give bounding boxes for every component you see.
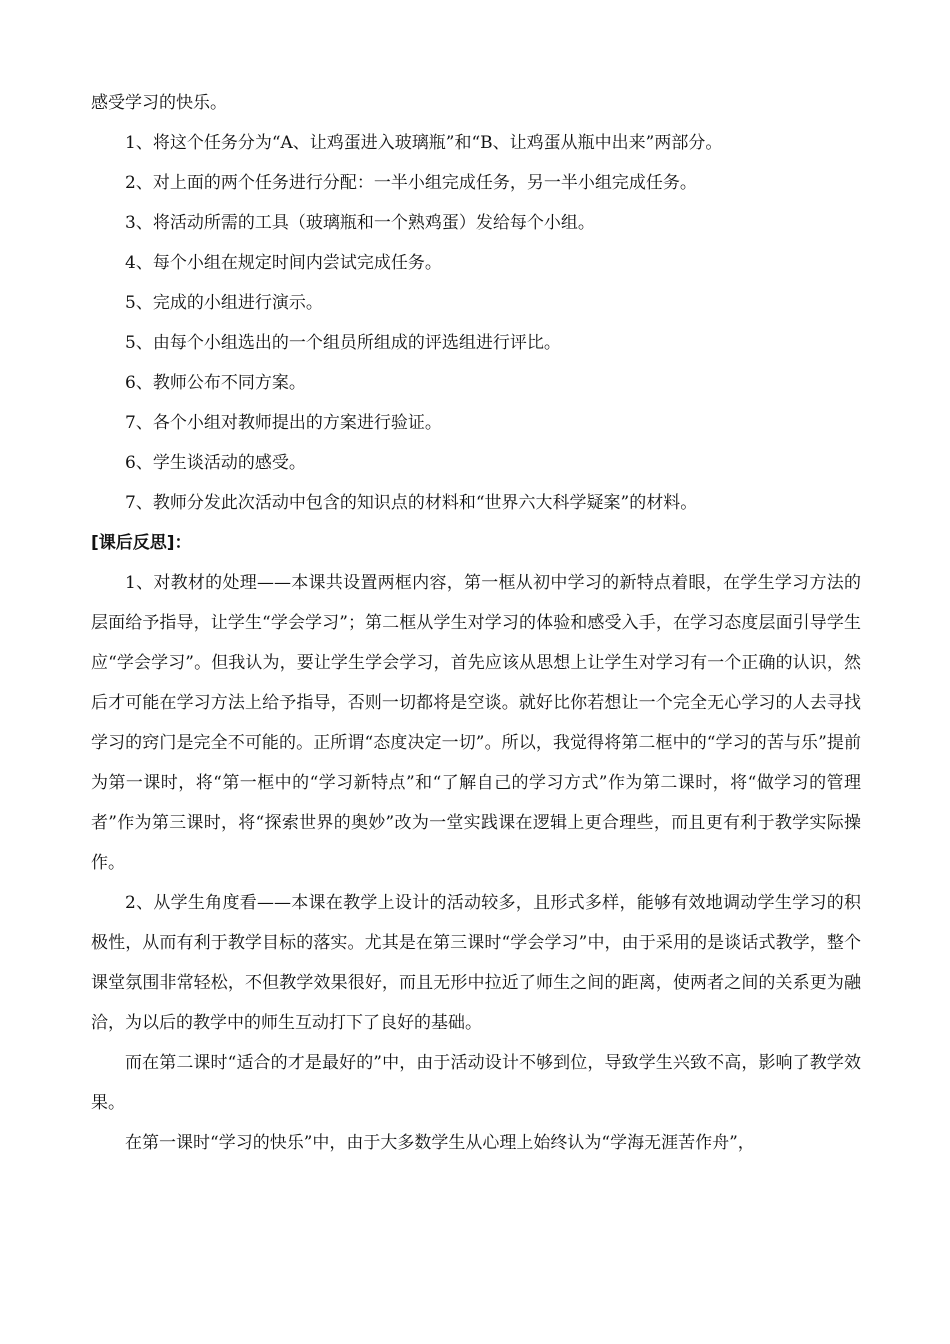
list-item: 1、将这个任务分为“A、让鸡蛋进入玻璃瓶”和“B、让鸡蛋从瓶中出来”两部分。 <box>125 133 723 153</box>
reflection-body <box>91 563 861 1163</box>
list-item: 6、学生谈活动的感受。 <box>125 453 306 473</box>
reflection-paragraph: 1、对教材的处理——本课共设置两框内容，第一框从初中学习的新特点着眼，在学生学习方法的层面给予指导，让学生“学会学习”；第二框从学生对学习的体验和感受入手，在学习态度层面引导学生应“学会学习”。但我认为，要让学生学会学习，首先应该从思想上让学生对学习有一个正确的认识，然后才可能在学习方法上给予指导，否则一切都将是空谈。就好比你若想让一个完全无心学习的人去寻找学习的窍门是完全不可能的。正所谓“态度决定一切”。所以，我觉得将第二框中的“学习的苦与乐”提前为第一课时，将“第一框中的“学习新特点”和“了解自己的学习方式”作为第二课时，将“做学习的管理者”作为第三课时，将“探索世界的奥妙”改为一堂实践课在逻辑上更合理些，而且更有利于教学实际操作。 <box>91 573 861 873</box>
list-item: 4、每个小组在规定时间内尝试完成任务。 <box>125 253 442 273</box>
list-item: 7、教师分发此次活动中包含的知识点的材料和“世界六大科学疑案”的材料。 <box>125 493 698 513</box>
list-item: 3、将活动所需的工具（玻璃瓶和一个熟鸡蛋）发给每个小组。 <box>125 213 595 233</box>
reflection-paragraph: 2、从学生角度看——本课在教学上设计的活动较多，且形式多样，能够有效地调动学生学习的积极性，从而有利于教学目标的落实。尤其是在第三课时“学会学习”中，由于采用的是谈话式教学，整个课堂氛围非常轻松，不但教学效果很好，而且无形中拉近了师生之间的距离，使两者之间的关系更为融洽，为以后的教学中的师生互动打下了良好的基础。 <box>91 893 861 1033</box>
reflection-heading: [课后反思]： <box>91 533 192 553</box>
list-item: 7、各个小组对教师提出的方案进行验证。 <box>125 413 442 433</box>
document-page <box>91 93 861 1163</box>
list-item: 5、完成的小组进行演示。 <box>125 293 323 313</box>
activity-steps-list <box>91 133 861 513</box>
list-item: 6、教师公布不同方案。 <box>125 373 306 393</box>
list-item: 5、由每个小组选出的一个组员所组成的评选组进行评比。 <box>125 333 561 353</box>
intro-tail-line: 感受学习的快乐。 <box>91 93 227 113</box>
list-item: 2、对上面的两个任务进行分配：一半小组完成任务，另一半小组完成任务。 <box>125 173 697 193</box>
reflection-paragraph: 在第一课时“学习的快乐”中，由于大多数学生从心理上始终认为“学海无涯苦作舟”， <box>125 1133 755 1153</box>
reflection-paragraph: 而在第二课时“适合的才是最好的”中，由于活动设计不够到位，导致学生兴致不高，影响了教学效果。 <box>91 1053 861 1113</box>
